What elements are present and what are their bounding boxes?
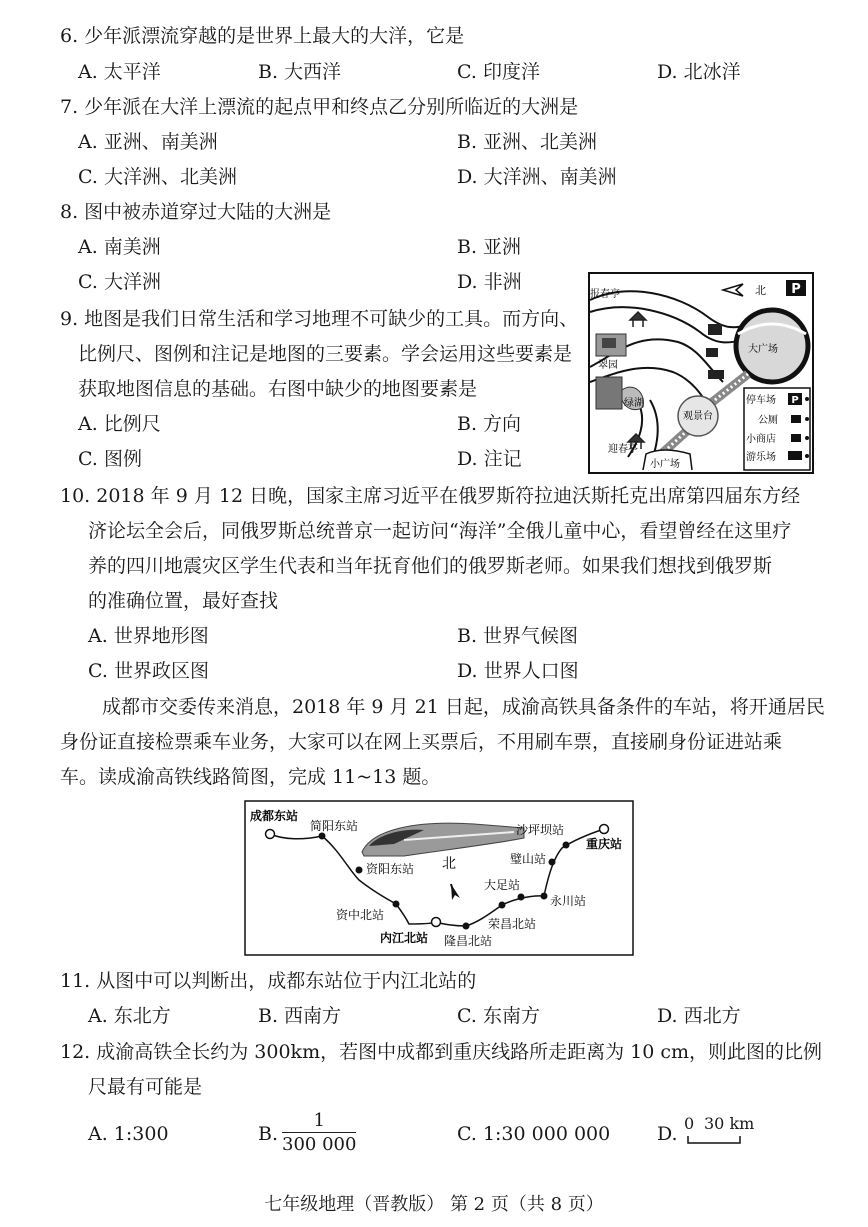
svg-text:P: P (791, 395, 799, 406)
q8-option-a: A. 南美洲 (78, 236, 161, 258)
station-longchangbei: 隆昌北站 (444, 934, 493, 948)
station-ziyangdong: 资阳东站 (366, 862, 415, 876)
rail-north-label: 北 (442, 856, 456, 872)
station-rongchangbei: 荣昌北站 (488, 917, 537, 931)
q10-line4: 的准确位置，最好查找 (88, 590, 279, 612)
q7-option-a: A. 亚洲、南美洲 (78, 131, 218, 153)
scale-bar-zero: 0 (684, 1114, 695, 1133)
q8-option-d: D. 非洲 (457, 271, 522, 293)
q11-option-a: A. 东北方 (88, 1005, 171, 1027)
fraction-numerator: 1 (282, 1112, 356, 1133)
legend-shop: 小商店 (746, 434, 776, 445)
q10-line2: 济论坛全会后，同俄罗斯总统普京一起访问“海洋”全俄儿童中心，看望曾经在这里疗 (88, 520, 792, 542)
q12-line1: 12. 成渝高铁全长约为 300km，若图中成都到重庆线路所走距离为 10 cm，则此图的比例 (60, 1041, 823, 1063)
q10-option-d: D. 世界人口图 (457, 660, 579, 682)
q10-option-a: A. 世界地形图 (88, 625, 209, 647)
q10-option-c: C. 世界政区图 (88, 660, 209, 682)
station-bishan: 璧山站 (510, 852, 547, 866)
scale-bar-line (686, 1134, 746, 1146)
passage-line1: 成都市交委传来消息，2018 年 9 月 21 日起，成渝高铁具备条件的车站，将开通居民 (102, 696, 825, 718)
station-neijiangbei: 内江北站 (380, 931, 429, 945)
q6-option-c: C. 印度洋 (457, 61, 540, 83)
q11-option-b: B. 西南方 (258, 1005, 342, 1027)
station-zizhongbei: 资中北站 (336, 908, 385, 922)
park-label-guanjingtai: 观景台 (683, 411, 713, 422)
legend-parking: 停车场 (746, 395, 776, 406)
q9-line1: 9. 地图是我们日常生活和学习地理不可缺少的工具。而方向、 (60, 308, 579, 330)
q6-option-a: A. 太平洋 (78, 61, 161, 83)
park-map-figure (588, 272, 814, 474)
q10-option-b: B. 世界气候图 (457, 625, 579, 647)
park-label-xiaoguangchang: 小广场 (650, 459, 680, 470)
q9-option-c: C. 图例 (78, 448, 142, 470)
q7-stem: 7. 少年派在大洋上漂流的起点甲和终点乙分别所临近的大洲是 (60, 96, 579, 118)
q12-option-c: C. 1:30 000 000 (457, 1123, 611, 1145)
park-label-cuiyuan: 翠园 (598, 360, 618, 371)
q12-line2: 尺最有可能是 (88, 1076, 203, 1098)
q8-stem: 8. 图中被赤道穿过大陆的大洲是 (60, 201, 332, 223)
q6-stem: 6. 少年派漂流穿越的是世界上最大的大洋，它是 (60, 25, 465, 47)
station-jianyangdong: 简阳东站 (310, 819, 359, 833)
q9-option-a: A. 比例尺 (78, 413, 161, 435)
fraction-denominator: 300 000 (282, 1134, 357, 1155)
park-label-yingchun: 迎春亭 (608, 444, 638, 455)
q9-option-b: B. 方向 (457, 413, 522, 435)
park-label-lvhu: 绿湖 (624, 398, 644, 409)
page-footer: 七年级地理（晋教版） 第 2 页（共 8 页） (264, 1194, 604, 1215)
q6-option-b: B. 大西洋 (258, 61, 342, 83)
station-dazu: 大足站 (484, 878, 521, 892)
station-yongchuan: 永川站 (550, 894, 587, 908)
q11-option-c: C. 东南方 (457, 1005, 540, 1027)
q8-option-c: C. 大洋洲 (78, 271, 161, 293)
q8-option-b: B. 亚洲 (457, 236, 522, 258)
q11-stem: 11. 从图中可以判断出，成都东站位于内江北站的 (60, 970, 477, 992)
q9-line3: 获取地图信息的基础。右图中缺少的地图要素是 (78, 378, 478, 400)
q12-option-b-fraction (282, 1112, 356, 1154)
q9-line2: 比例尺、图例和注记是地图的三要素。学会运用这些要素是 (78, 343, 573, 365)
rail-map-figure (244, 800, 634, 956)
q12-option-d-label: D. (657, 1123, 678, 1145)
q7-option-c: C. 大洋洲、北美洲 (78, 166, 237, 188)
passage-line2: 身份证直接检票乘车业务，大家可以在网上买票后，不用刷车票，直接刷身份证进站乘 (60, 731, 783, 753)
scale-bar-30km: 30 km (704, 1114, 755, 1133)
q10-line3: 养的四川地震灾区学生代表和当年抚育他们的俄罗斯老师。如果我们想找到俄罗斯 (88, 555, 773, 577)
legend-playground: 游乐场 (746, 452, 776, 463)
station-shapingba: 沙坪坝站 (516, 823, 565, 837)
q11-option-d: D. 西北方 (657, 1005, 741, 1027)
park-north-label: 北 (755, 284, 766, 297)
q10-line1: 10. 2018 年 9 月 12 日晚，国家主席习近平在俄罗斯符拉迪沃斯托克出席第四届东方经 (60, 485, 801, 507)
q6-option-d: D. 北冰洋 (657, 61, 741, 83)
park-label-daguangchang: 大广场 (748, 344, 778, 355)
q7-option-b: B. 亚洲、北美洲 (457, 131, 598, 153)
station-chengdudong: 成都东站 (250, 809, 299, 823)
legend-toilet: 公厕 (758, 415, 778, 426)
passage-line3: 车。读成渝高铁线路简图，完成 11~13 题。 (60, 766, 441, 788)
q12-option-a: A. 1:300 (88, 1123, 169, 1145)
q7-option-d: D. 大洋洲、南美洲 (457, 166, 617, 188)
q12-option-b-label: B. (258, 1123, 279, 1145)
station-chongqing: 重庆站 (586, 837, 623, 851)
parking-icon: P (791, 282, 801, 297)
q9-option-d: D. 注记 (457, 448, 522, 470)
park-label-baochun: 报春亭 (590, 289, 620, 300)
